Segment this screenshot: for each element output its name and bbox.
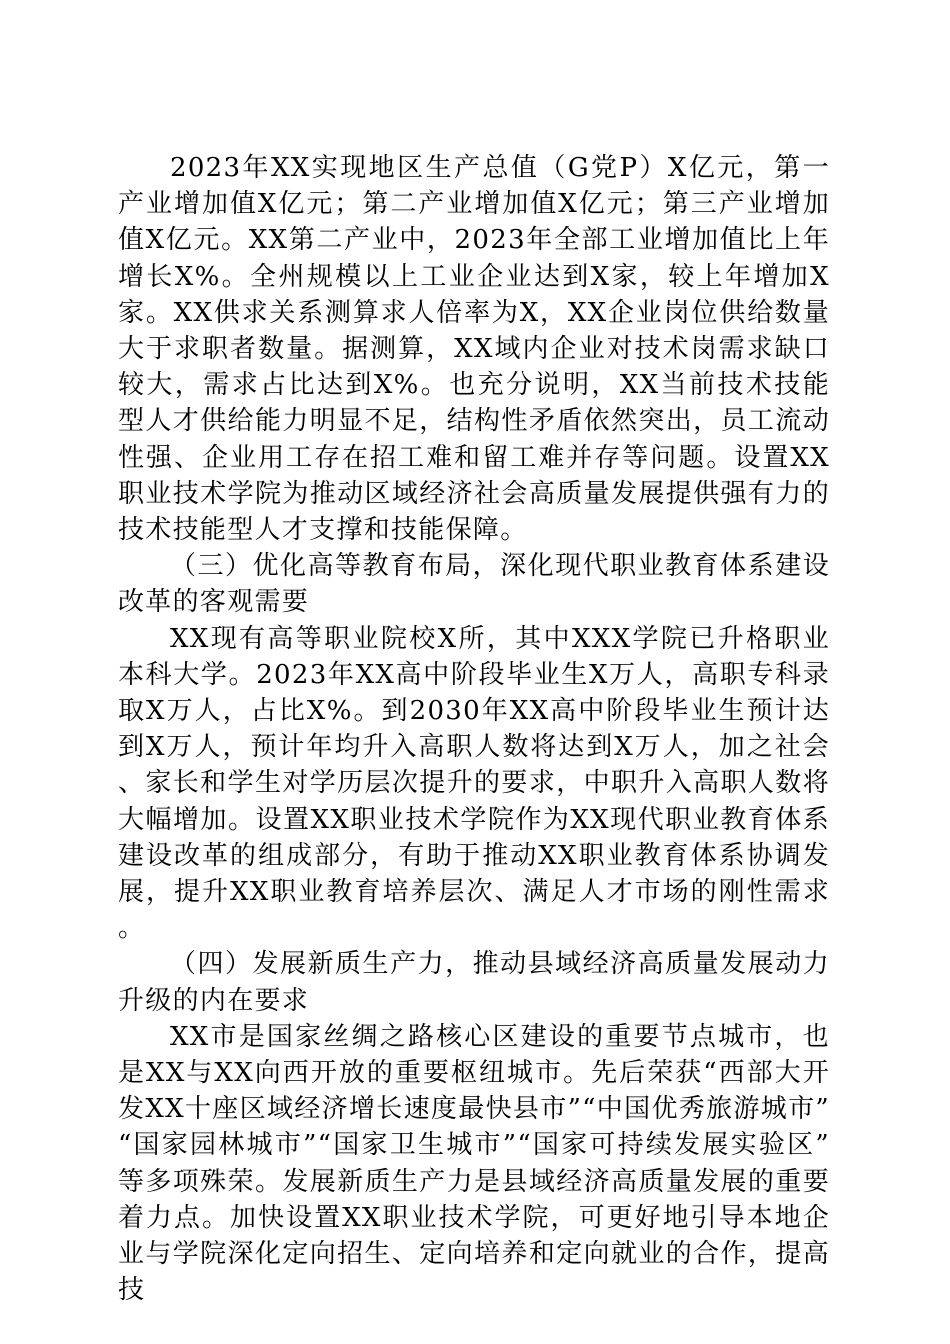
section-heading-3: （三）优化高等教育布局，深化现代职业教育体系建设改革的客观需要 xyxy=(118,551,830,618)
document-body xyxy=(118,150,830,1309)
paragraph-higher-education: XX现有高等职业院校X所，其中XXX学院已升格职业本科大学。2023年XX高中阶段毕业生X万人，高职专科录取X万人，占比X%。到2030年XX高中阶段毕业生预计达到X万人，预计年均升入高职人数将达到X万人，加之社会、家长和学生对学历层次提升的要求，中职升入高职人数将大幅增加。设置XX职业技术学院作为XX现代职业教育体系建设改革的组成部分，有助于推动XX职业教育体系协调发展，提升XX职业教育培养层次、满足人才市场的刚性需求。 xyxy=(118,623,830,944)
paragraph-new-productivity: XX市是国家丝绸之路核心区建设的重要节点城市，也是XX与XX向西开放的重要枢纽城市。先后荣获“西部大开发XX十座区域经济增长速度最快县市”“中国优秀旅游城市”“国家园林城市”“国家卫生城市”“国家可持续发展实验区”等多项殊荣。发展新质生产力是县域经济高质量发展的重要着力点。加快设置XX职业技术学院，可更好地引导本地企业与学院深化定向招生、定向培养和定向就业的合作，提高技 xyxy=(118,1021,830,1306)
paragraph-economy-overview: 2023年XX实现地区生产总值（G党P）X亿元，第一产业增加值X亿元；第二产业增加值X亿元；第三产业增加值X亿元。XX第二产业中，2023年全部工业增加值比上年增长X%。全州规模以上工业企业达到X家，较上年增加X家。XX供求关系测算求人倍率为X，XX企业岗位供给数量大于求职者数量。据测算，XX域内企业对技术岗需求缺口较大，需求占比达到X%。也充分说明，XX当前技术技能型人才供给能力明显不足，结构性矛盾依然突出，员工流动性强、企业用工存在招工难和留工难并存等问题。设置XX职业技术学院为推动区域经济社会高质量发展提供强有力的技术技能型人才支撑和技能保障。 xyxy=(118,153,830,546)
section-heading-4: （四）发展新质生产力，推动县域经济高质量发展动力升级的内在要求 xyxy=(118,949,830,1016)
